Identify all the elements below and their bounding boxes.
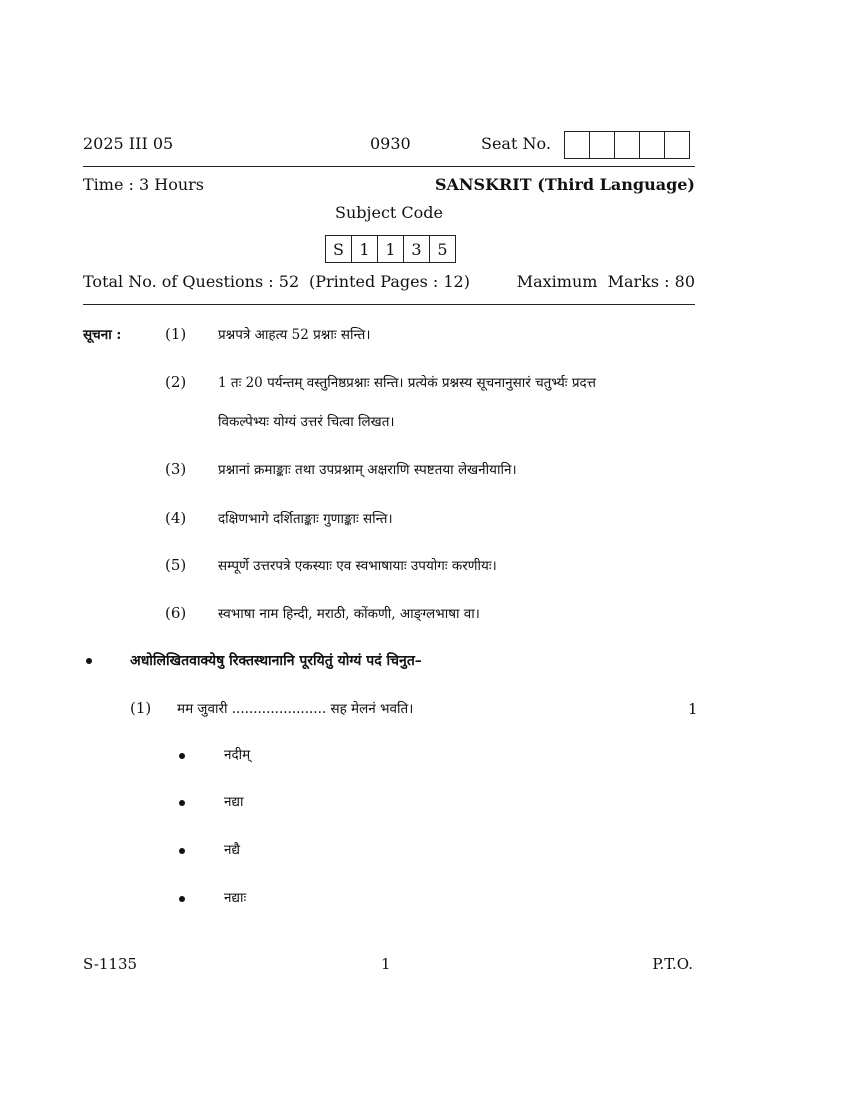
seat-number-boxes[interactable] — [564, 131, 690, 159]
section-bullet — [86, 658, 92, 664]
seat-box[interactable] — [590, 132, 615, 158]
instruction-text: प्रश्नानां क्रमाङ्काः तथा उपप्रश्नाम् अक्षराणि स्पष्टतया लेखनीयानि। — [218, 462, 517, 478]
instruction-number: (6) — [165, 604, 187, 622]
instruction-text: सम्पूर्णे उत्तरपत्रे एकस्याः एव स्वभाषायाः उपयोगः करणीयः। — [218, 558, 497, 574]
option-b[interactable]: नद्या — [224, 794, 244, 810]
footer-code: S-1135 — [83, 955, 138, 973]
subject-code-label: Subject Code — [335, 203, 443, 222]
instruction-text-continued: विकल्पेभ्यः योग्यं उत्तरं चित्वा लिखत। — [218, 414, 395, 430]
paper-code: 0930 — [370, 134, 411, 153]
instruction-number: (3) — [165, 460, 187, 478]
instruction-text: प्रश्नपत्रे आहत्य 52 प्रश्नाः सन्ति। — [218, 327, 371, 343]
option-bullet — [179, 753, 185, 759]
seat-box[interactable] — [665, 132, 689, 158]
question-text: मम जुवारी ...................... सह मेलनं भवति। — [177, 701, 414, 717]
question-marks: 1 — [688, 700, 698, 718]
instruction-text: स्वभाषा नाम हिन्दी, मराठी, कोंकणी, आङ्ग्लभाषा वा। — [218, 606, 480, 622]
please-turn-over: P.T.O. — [652, 955, 693, 973]
instruction-text: 1 तः 20 पर्यन्तम् वस्तुनिष्ठप्रश्नाः सन्ति। प्रत्येकं प्रश्नस्य सूचनानुसारं चतुर्भ्यः प्रदत्त — [218, 375, 597, 391]
subject-code-char: 1 — [352, 236, 378, 262]
option-c[interactable]: नद्यै — [224, 842, 240, 858]
total-questions: Total No. of Questions : 52 — [83, 272, 300, 291]
instruction-number: (4) — [165, 509, 187, 527]
option-bullet — [179, 896, 185, 902]
subject-code-char: 5 — [437, 239, 448, 259]
seat-box[interactable] — [640, 132, 665, 158]
question-number: (1) — [130, 699, 152, 717]
seat-label: Seat No. — [481, 134, 551, 153]
seat-box[interactable] — [565, 132, 590, 158]
exam-code: 2025 III 05 — [83, 134, 174, 153]
option-bullet — [179, 848, 185, 854]
maximum-marks: Maximum Marks : 80 — [516, 272, 695, 291]
subject-code-char: 1 — [378, 236, 404, 262]
subject-code-char: S — [326, 236, 352, 262]
subject-title: SANSKRIT (Third Language) — [434, 175, 695, 194]
instruction-number: (1) — [165, 325, 187, 343]
page-number: 1 — [381, 955, 391, 973]
instruction-number: (5) — [165, 556, 187, 574]
header-bottom-divider — [83, 304, 695, 305]
header-divider — [83, 166, 695, 167]
subject-code-char: 3 — [404, 236, 430, 262]
exam-time: Time : 3 Hours — [83, 175, 205, 194]
instruction-number: (2) — [165, 373, 187, 391]
instruction-text: दक्षिणभागे दर्शिताङ्काः गुणाङ्काः सन्ति। — [218, 511, 393, 527]
instructions-label: सूचना : — [83, 327, 122, 343]
printed-pages: (Printed Pages : 12) — [309, 272, 470, 291]
subject-code-boxes — [325, 235, 456, 263]
section-heading: अधोलिखितवाक्येषु रिक्तस्थानानि पूरयितुं योग्यं पदं चिनुत– — [130, 653, 422, 669]
option-d[interactable]: नद्याः — [224, 890, 247, 906]
option-bullet — [179, 800, 185, 806]
seat-box[interactable] — [615, 132, 640, 158]
option-a[interactable]: नदीम् — [224, 747, 251, 763]
